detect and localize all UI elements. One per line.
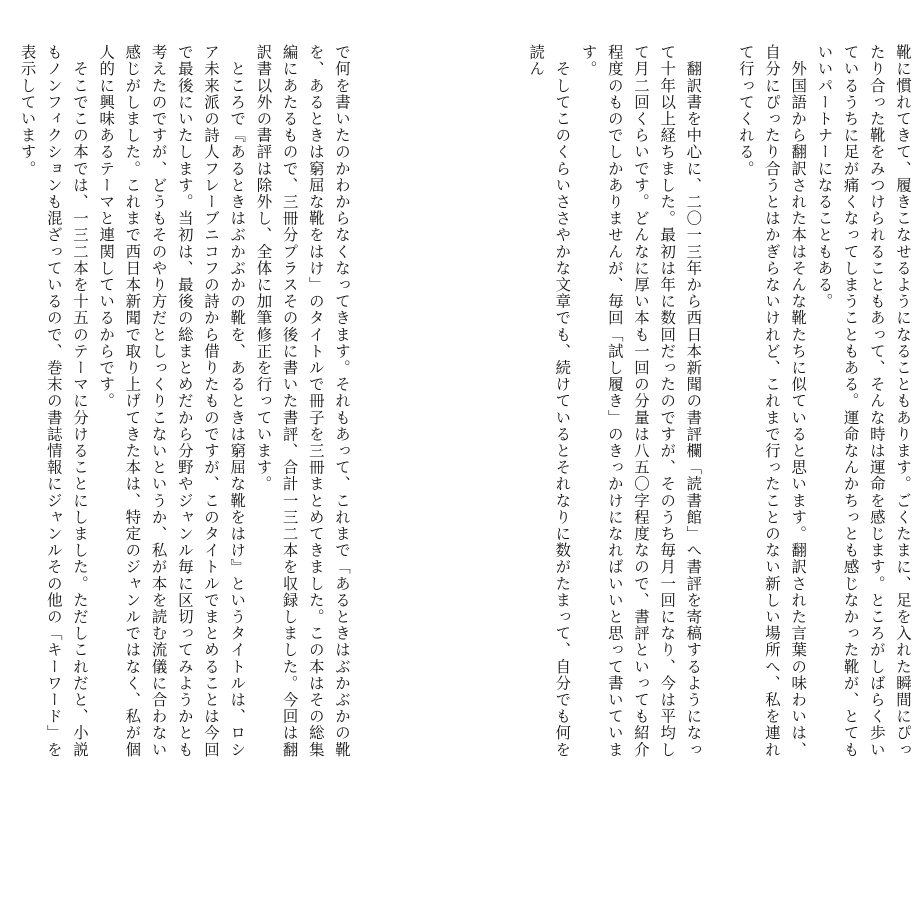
paragraph: そしてこのくらいささやかな文章でも、続けているとそれなりに数がたまって、自分でも何を読ん bbox=[527, 44, 572, 758]
paragraph: 外国語から翻訳された本はそんな靴たちに似ていると思います。翻訳された言葉の味わいは、自分にぴったり合うとはかぎらないけれど、これまで行ったことのない新しい場所へ、私を連れて行ってくれる。 bbox=[736, 44, 808, 758]
paragraph-spacer bbox=[706, 44, 732, 764]
paragraph: そこでこの本では、一三二本を十五のテーマに分けることにしました。ただしこれだと、小説もノンフィクションも混ざっているので、巻末の書誌情報にジャンルその他の「キーワード」を表示しています。 bbox=[18, 44, 89, 758]
paragraph: で何を書いたのかわからなくなってきます。それもあって、これまで「あるときはぶかぶかの靴を、あるときは窮屈な靴をはけ」のタイトルで冊子を三冊まとめてきました。この本はその総集編にあたるもので、三冊分プラスその後に書いた書評、合計一三二本を収録しました。今回は翻訳書以外の書評は除外し、全体に加筆修正を行っています。 bbox=[254, 44, 351, 758]
paragraph: 翻訳書を中心に、二〇一三年から西日本新聞の書評欄「読書館」へ書評を寄稿するようになって十年以上経ちました。最初は年に数回だったのですが、そのうち毎月一回になり、今は平均して月二回くらいです。どんなに厚い本も一回の分量は八五〇字程度なので、書評といっても紹介程度のものでしかありませんが、毎回「試し履き」のきっかけになればいいと思って書いています。 bbox=[579, 44, 703, 758]
paragraph: ところで『あるときはぶかぶかの靴を、あるときは窮屈な靴をはけ』というタイトルは、ロシア未来派の詩人フレーブニコフの詩から借りたものですが、このタイトルでまとめることは今回で最後にいたします。当初は、最後の総まとめだから分野やジャンル毎に区切ってみようかとも考えたのですが、どうもそのやり方だとしっくりこないというか、私が本を読む流儀に合わない感じがしました。これまで西日本新聞で取り上げてきた本は、特定のジャンルではなく、私が個人的に興味あるテーマと連関しているからです。 bbox=[97, 44, 247, 758]
right-page-text bbox=[527, 44, 916, 764]
left-page-text bbox=[0, 44, 355, 764]
paragraph: 靴に慣れてきて、履きこなせるようになることもあります。ごくたまに、足を入れた瞬間にぴったり合った靴をみつけられることもあって、そんな時は運命を感じます。ところがしばらく歩いているうちに足が痛くなってしまうこともある。運命なんかちっとも感じなかった靴が、とてもいいパートナーになることもある。 bbox=[815, 44, 912, 758]
